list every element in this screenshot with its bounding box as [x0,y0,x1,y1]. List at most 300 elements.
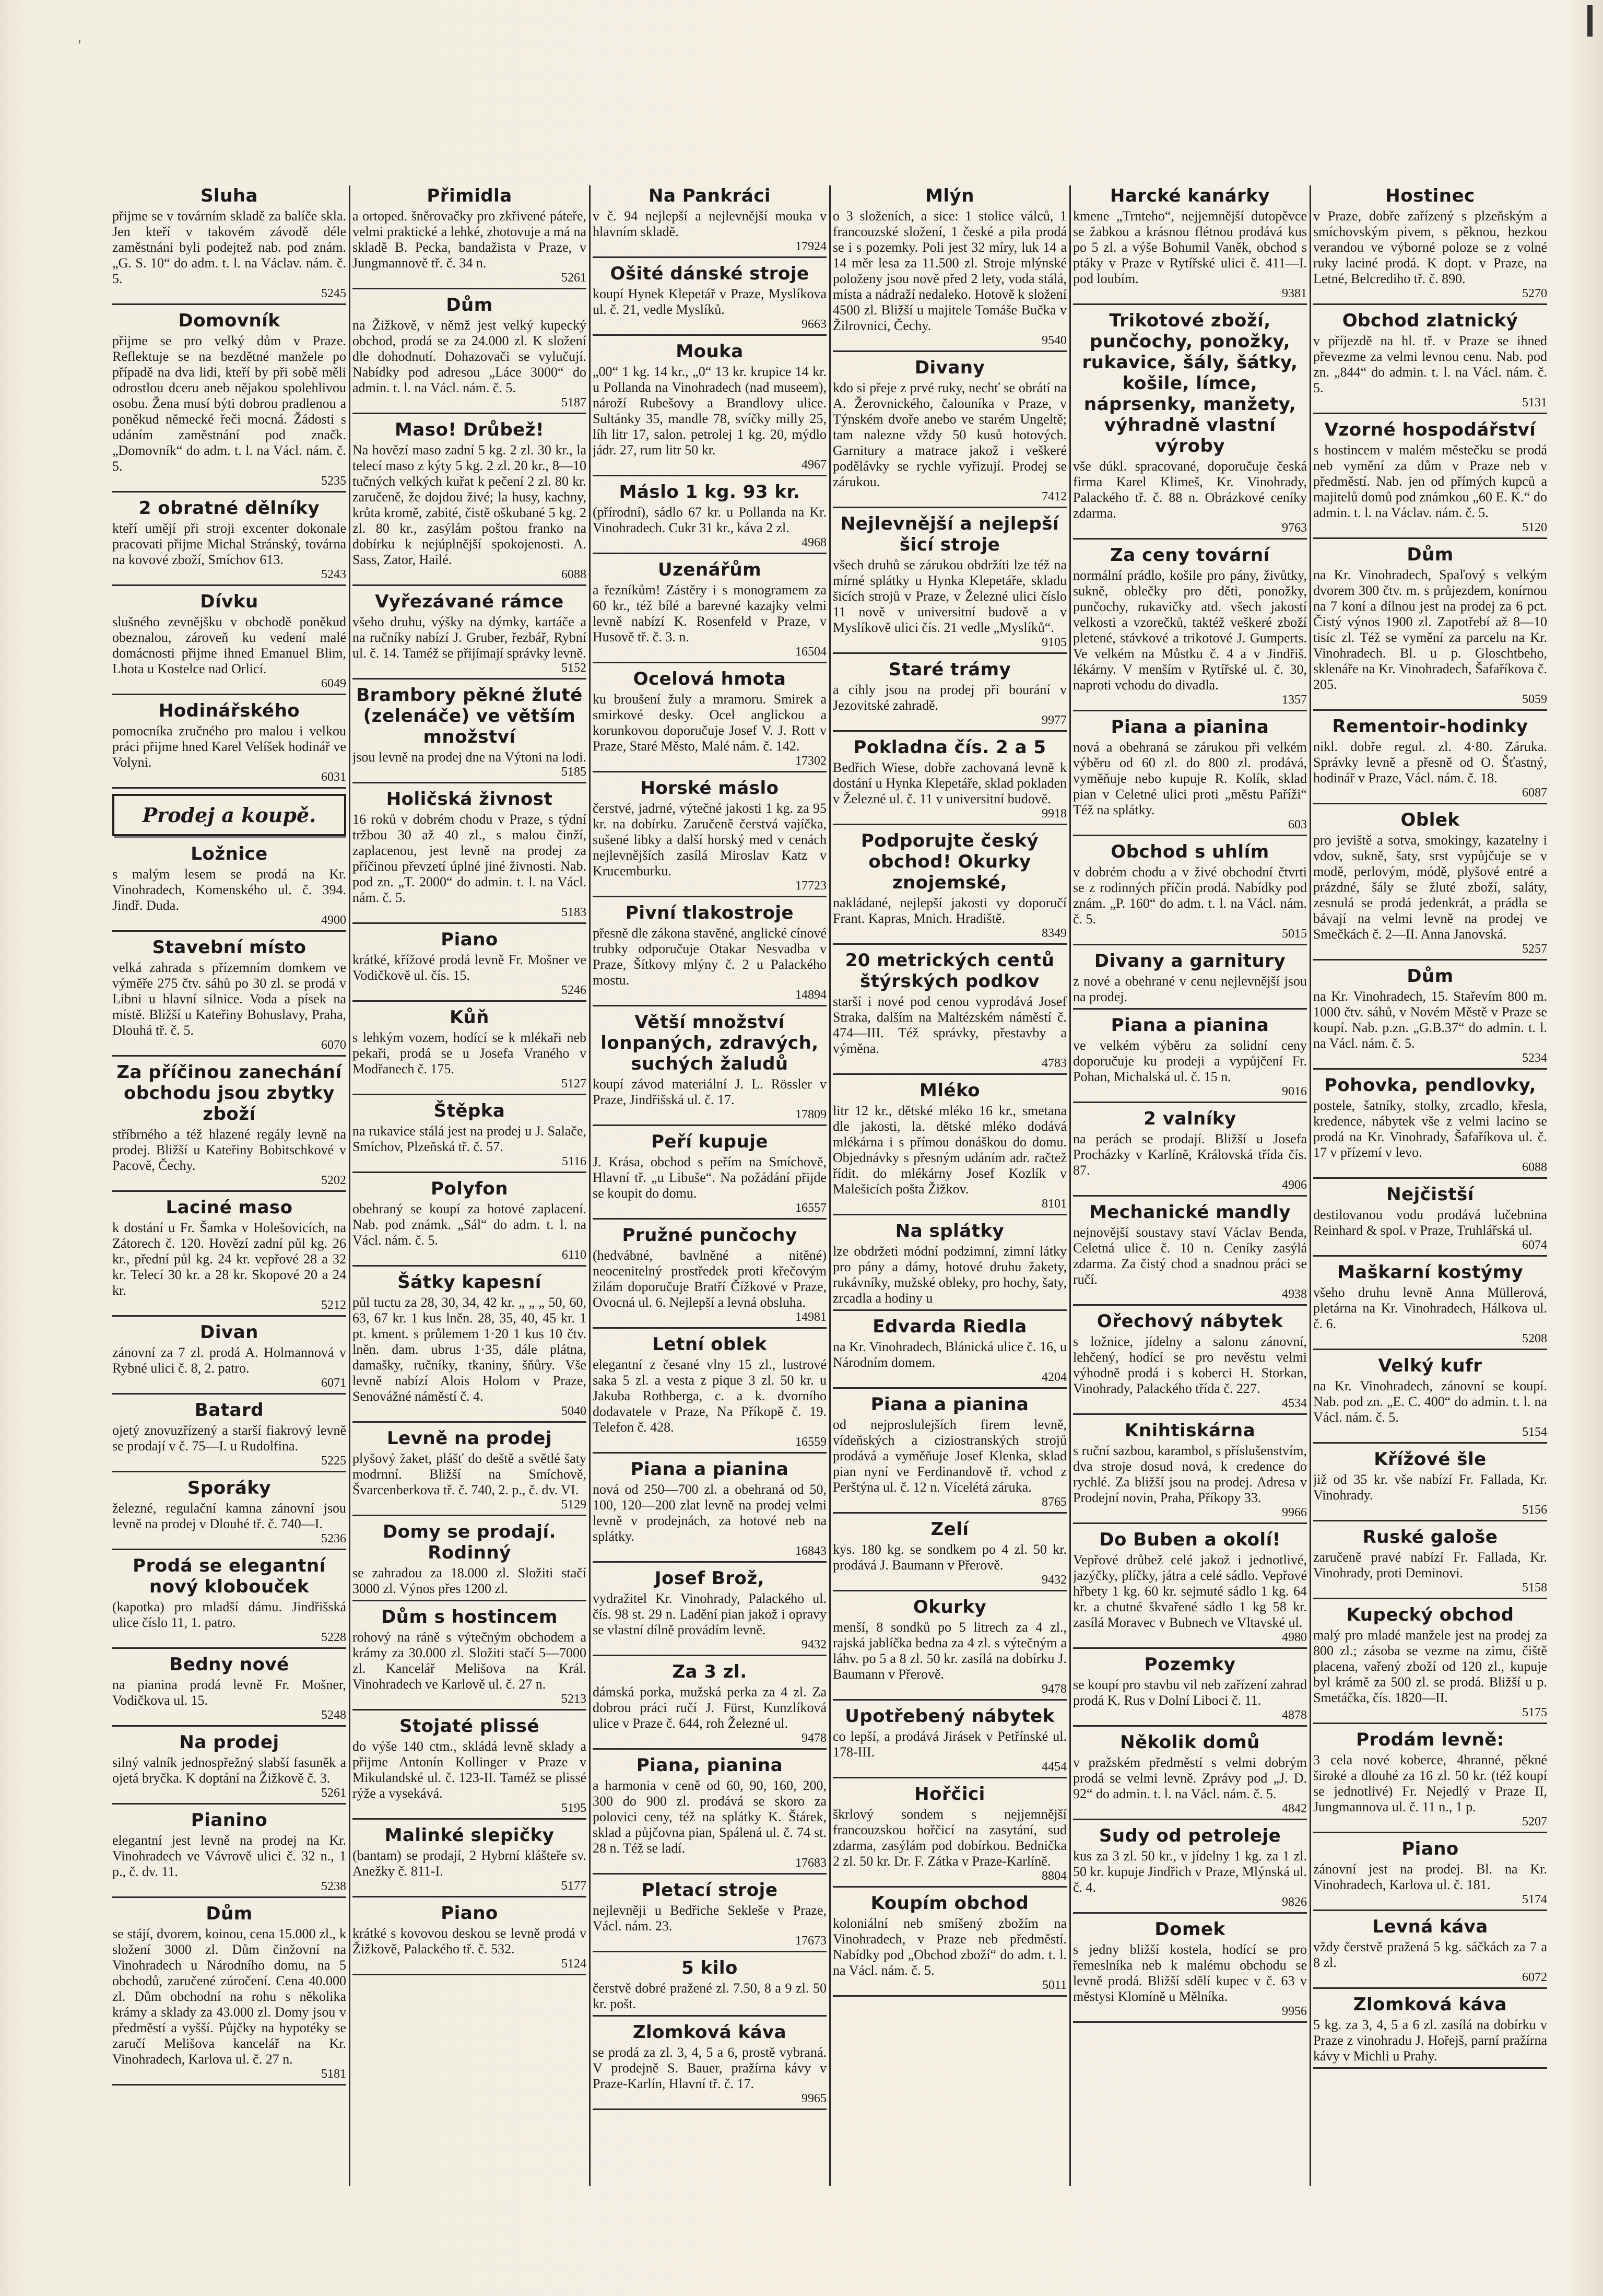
scan-edge-mark [1587,5,1593,37]
ad-number: 5158 [1522,1581,1547,1595]
classified-ad [1313,966,1547,1070]
ad-number: 16559 [795,1435,827,1449]
ad-number: 9381 [1282,287,1307,300]
ad-title: Za ceny tovární [1110,545,1270,566]
ad-title: Peří kupuje [651,1131,768,1152]
ad-body: přijme se v továrním skladě za balíče skla. Jen kteří v takovém závodě déle zaměstnáni byli podejtež nab. pod znám. „G. S. 10“ do adm. t. l. na Václav. nám. č. 5. [112,208,346,286]
classified-ad [112,498,346,586]
ad-body: na perách se prodají. Bližší u Josefa Procházky v Karlíně, Královská třída čís. 87. [1073,1131,1307,1178]
ad-body: kteří umějí při stroji excenter dokonale pracovati přijme Michal Stránský, továrna na kovové zboží, Smíchov 613. [112,521,346,567]
ad-separator [352,782,586,783]
ad-separator [593,1873,827,1875]
ad-title: Josef Brož, [654,1568,765,1589]
ad-separator [112,1471,346,1472]
classified-ad [833,950,1067,1075]
classified-ad [352,1521,586,1601]
ad-separator [833,1214,1067,1215]
ad-body: s ruční sazbou, karambol, s příslušenstvím, dva stroje dosud nová, k credence do rychlé. Za bližší jsou na prodej. Adresa v Prodejní novin, Praha, Příkopy 33. [1073,1443,1307,1505]
ad-title: Mechanické mandly [1089,1202,1291,1223]
ad-title: Maškarní kostýmy [1337,1262,1524,1283]
classified-ad [112,591,346,695]
ad-number: 5245 [321,287,346,300]
ad-title: Laciné maso [166,1197,293,1218]
classified-ad [352,295,586,414]
ad-number: 5257 [1522,942,1547,956]
ad-title: Do Buben a okolí! [1099,1529,1281,1550]
classified-ad [352,1178,586,1267]
ad-body: Bedřich Wiese, dobře zachovaná levně k dostání u Hynka Klepetáře, sklad pokladen v Železné ul. č. 11 v universitní budově. [833,760,1067,806]
ad-number: 5116 [561,1155,586,1168]
ad-title: Divany [914,357,985,378]
classified-ad [1313,185,1547,305]
ad-number: 5225 [321,1454,346,1468]
ad-number: 9956 [1282,2005,1307,2018]
ad-separator [1313,1520,1547,1521]
classified-ad [352,1903,586,1975]
ad-title: Přimidla [427,185,512,206]
ad-body: přijme se pro velký dům v Praze. Reflektuje se na bezdětné manžele po případě na dva lidi, kteří by při sobě měli odrostlou dceru aneb nějakou spolehlivou osobu. Žena musí býti dobrou pradlenou a poněkud německé řeči mocná. Žádosti s udáním zaměstnání pod značk. „Domovník“ do adm. t. l. na Václ. nám. č. 5. [112,333,346,474]
ad-body: vždy čerstvě pražená 5 kg. sáčkách za 7 a 8 zl. [1313,1939,1547,1970]
ad-body: postele, šatníky, stolky, zrcadlo, křesla, kredence, nábytek vše z velmi lacino se prodá na Kr. Vinohrady, Šafaříkova ul. č. 17 v přízemí v levo. [1313,1098,1547,1160]
ad-number: 5261 [561,271,586,285]
ad-number: 9105 [1042,636,1067,649]
ad-body: dámská porka, mužská perka za 4 zl. Za dobrou práci ručí J. Fürst, Kunzlíková ulice v Praze č. 644, roh Železné ul. [593,1684,827,1731]
ad-separator [112,694,346,695]
classified-ad [593,1880,827,1952]
classified-ad [1073,1108,1307,1197]
ad-title: Za příčinou zanechání obchodu jsou zbytky zboží [116,1062,342,1124]
ad-body: plyšový žaket, plášť do deště a světlé šaty modrnní. Bližší na Smíchově, Švarcenberkova tř. č. 740, 2. p., č. dv. VI. [352,1451,586,1497]
classified-ad [112,1478,346,1550]
ad-separator [352,1172,586,1173]
ad-separator [1073,1647,1307,1649]
ad-title: Dům [206,1903,253,1924]
classified-ad [352,685,586,783]
classified-ad [593,1012,827,1126]
ad-separator [352,584,586,586]
ad-title: Upotřebený nábytek [845,1706,1055,1727]
ad-body: v Praze, dobře zařízený s plzeňským a smíchovským pivem, s pěknou, hezkou verandou ve výborné poloze se z volné ruky laciné prodá. K dopt. v Praze, na Letné, Belcrediho tř. č. 890. [1313,208,1547,286]
ad-title: 2 obratné dělníky [138,498,320,519]
ad-title: Nejčistší [1386,1184,1474,1205]
ad-body: lze obdržeti módní podzimní, zimní látky pro pány a dámy, hotové druhu žakety, rukávníky, mužské obleky, pro hochy, šaty, zrcadla a hodiny u [833,1244,1067,1306]
ad-title: Podporujte český obchod! Okurky znojemské, [861,830,1039,893]
ad-title: Ruské galoše [1362,1527,1498,1548]
classified-ad [112,1732,346,1805]
ad-title: Horské máslo [640,778,779,799]
ad-number: 4534 [1282,1397,1307,1410]
ad-body: o 3 složeních, a sice: 1 stolice válců, 1 francouzské složení, 1 české a pila prodá se i s pozemky. Poli jest 32 míry, luk 14 a 14 měr lesa za 11.500 zl. Stroje mlýnské položeny jsou nově před 2 lety, voda stálá, místa a nádraží nedaleko. Hotově k složení 4500 zl. Bližší u majitele Tomáše Bučka v Žilrovnici, Čechy. [833,208,1067,333]
ad-separator [352,1709,586,1711]
ad-number: 9540 [1042,334,1067,347]
ad-number: 5248 [321,1708,346,1722]
ad-separator [593,2015,827,2017]
classified-ad [1313,1994,1547,2069]
ad-separator [593,1561,827,1563]
ad-title: Maso! Drůbež! [394,419,545,440]
classified-ad [352,1825,586,1897]
ad-number: 14981 [795,1310,827,1324]
classified-ad [1073,1825,1307,1914]
ad-body: a ortoped. šněrovačky pro zkřivené páteře, velmi praktické a lehké, zhotovuje a má na skladě B. Pecka, bandažista v Praze, v Jungmannově tř. č. 34 n. [352,208,586,271]
ad-body: s jedny bližší kostela, hodící se pro řemeslníka neb k malému obchodu se levně prodá. Bližší sdělí kupec v č. 63 v městysi Klomíně u Mělníka. [1073,1942,1307,2004]
classified-ad [1313,1838,1547,1911]
classified-ad [112,1555,346,1649]
classified-ad [1313,1184,1547,1257]
classified-ad [1313,1729,1547,1833]
ad-title: Dům [446,295,493,315]
ad-body: se prodá za zl. 3, 4, 5 a 6, prostě vybraná. V prodejně S. Bauer, pražírna kávy v Praze-Karlín, Hlavní tř. č. 17. [593,2045,827,2091]
ad-number: 4980 [1282,1631,1307,1644]
ad-body: krátké s kovovou deskou se levně prodá v Žižkově, Palackého tř. č. 532. [352,1926,586,1957]
ad-separator [352,678,586,680]
ad-number: 17302 [795,754,827,768]
ad-body: na Kr. Vinohradech, zánovní se koupí. Nab. pod zn. „E. C. 400“ do admin. t. l. na Václ. nám. č. 5. [1313,1378,1547,1425]
ad-title: Knihtiskárna [1124,1420,1256,1441]
ad-body: stříbrného a též hlazené regály levně na prodej. Bližší u Kateřiny Bobitschkové v Pacově, Čechy. [112,1127,346,1173]
classified-ad [1313,1355,1547,1444]
classified-ad [1073,545,1307,711]
ad-number: 6074 [1522,1238,1547,1252]
ad-body: 3 cela nové koberce, 4hranné, pěkné široké a dlouhé za 16 zl. 50 kr. (též koupí se jednotlivé) Fr. Nejedlý v Praze II, Jungmannova ul. č. 11 n., 1 p. [1313,1752,1547,1814]
ad-body: Na hovězí maso zadní 5 kg. 2 zl. 30 kr., la telecí maso z kýty 5 kg. 2 zl. 20 kr., 8—10 tučných velkých kuřat k pečení 2 zl. 80 kr. zaručeně, že dojdou živé; la husy, kachny, krůta kromě, zabité, čistě oškubané 5 kg. 2 zl. 80 kr., zasýlám poštou franko na dobírku k nejúplnější spokojenosti. A. Sass, Zator, Hailé. [352,442,586,567]
classified-ad [352,1007,586,1095]
ad-title: Hostinec [1385,185,1475,206]
ad-title: Pokladna čís. 2 a 5 [853,737,1046,758]
ad-number: 5243 [321,568,346,581]
column-1 [112,185,346,2186]
ad-number: 4842 [1282,1802,1307,1815]
ad-separator [593,771,827,772]
ad-body: (přírodní), sádlo 67 kr. u Pollanda na Kr. Vinohradech. Cukr 31 kr., káva 2 zl. [593,505,827,535]
ad-title: Pianino [191,1810,268,1831]
classified-ad [112,310,346,493]
ad-separator [1313,1987,1547,1989]
classified-ad [112,1810,346,1898]
ad-body: do výše 140 ctm., skládá levně sklady a přijme Antonín Kollinger v Praze v Mikulandské ul. č. 123-II. Taméž se plissé rýže a vysekává. [352,1739,586,1801]
ad-separator [112,930,346,932]
ad-title: Pletací stroje [641,1880,778,1901]
ad-separator [1073,1522,1307,1524]
ad-title: Kupecký obchod [1346,1604,1514,1625]
ad-title: Na splátky [895,1221,1005,1241]
ad-body: v dobrém chodu a v živé obchodní čtvrti se z rodinných příčin prodá. Nabídky pod znám. „P. 160“ do adm. t. l. na Václ. nám. č. 5. [1073,864,1307,927]
ad-title: Nejlevnější a nejlepší šicí stroje [840,513,1059,555]
ad-title: Stavební místo [152,937,307,958]
ad-body: od nejproslulejších firem levně, vídeňských a ciziostranských strojů prodává a vyměňuje Josef Klenka, sklad pian nyní ve Ferdinandově tř. vchod z Perštýna ul. č. 12 n. Vícelétá záruka. [833,1417,1067,1495]
ad-title: Sluha [201,185,258,206]
ad-title: Domovník [178,310,280,331]
ad-number: 5011 [1042,1978,1067,1992]
ad-body: nakládané, nejlepší jakosti vy doporučí Frant. Kapras, Mnich. Hradiště. [833,895,1067,926]
classified-ad [112,1654,346,1727]
ad-separator [352,1600,586,1601]
ad-separator [112,1549,346,1550]
ad-separator [1313,1442,1547,1444]
classified-ad [833,830,1067,945]
ad-number: 14894 [795,988,827,1002]
ad-title: Holičská živnost [386,789,553,810]
ad-number: 4900 [321,913,346,927]
ad-separator [1313,1598,1547,1599]
ad-title: Křížové šle [1374,1449,1487,1470]
ad-body: litr 12 kr., dětské mléko 16 kr., smetana dle jakosti, la. dětské mléko dodává mlékárna i s přímou donáškou do domu. Objednávky s přesným udáním adr. račtež řídit. do mlékárny Josef Kozlík v Malešicích pošta Žižkov. [833,1103,1067,1197]
ad-body: zánovní za 7 zl. prodá A. Holmannová v Rybné ulici č. 8, 2. patro. [112,1345,346,1376]
ad-separator [1073,1912,1307,1914]
classified-ad [352,1100,586,1173]
classified-ad [352,1272,586,1423]
ad-separator [833,652,1067,654]
classified-ad [593,1131,827,1220]
ad-separator [833,1309,1067,1311]
ad-number: 6049 [321,677,346,690]
classified-ad [1073,1202,1307,1306]
ad-body: všeho druhu, výšky na dýmky, kartáče a na ručníky nabízí J. Gruber, řezbář, Rybní ul. č. 14. Taméž se přijímají správky levně. [352,614,586,661]
ad-separator [833,824,1067,825]
ad-body: Vepřové drůbež celé jakož i jednotlivé, jazýčky, plíčky, játra a celé sádlo. Vepřové hřbety 1 kg. 60 kr. sejmuté sádlo 1 kg. 64 kr. a chutné škvařené sádlo 1 kg 58 kr. zasílá Moravec v Bubnech ve Vltavské ul. [1073,1552,1307,1630]
classified-ad [593,2022,827,2110]
ad-title: Ložnice [191,844,268,864]
ad-number: 9478 [802,1731,827,1745]
ad-separator [593,475,827,476]
classified-ad [593,341,827,476]
ad-body: vše dúkl. spracované, doporučuje česká firma Karel Klimeš, Kr. Vinohrady, Palackého tř. č. 88 n. Obrázkové ceníky zdarma. [1073,459,1307,521]
ad-separator [1073,1725,1307,1727]
ad-title: Piano [441,929,498,950]
ad-number: 5185 [561,765,586,779]
ad-separator [1073,1102,1307,1103]
ad-body: velká zahrada s přízemním domkem ve výměře 275 čtv. sáhů po 30 zl. se prodá v Libni u hlavní silnice. Voda a písek na místě. Bližší u Kateřiny Bohuslavy, Praha, Dlouhá tř. č. 5. [112,960,346,1038]
classified-ad [593,482,827,554]
ad-title: Piana a pianina [1111,1015,1269,1036]
ad-body: s lehkým vozem, hodící se k mlékaři neb pekaři, prodá se u Josefa Vraného v Modřanech č. 175. [352,1030,586,1076]
ad-body: nejlevněji u Bedřiche Sekleše v Praze, Václ. nám. 23. [593,1903,827,1934]
ad-body: na Kr. Vinohradech, Blánická ulice č. 16, u Národním domem. [833,1339,1067,1370]
ad-number: 9478 [1042,1682,1067,1696]
ad-title: Polyfon [431,1178,508,1199]
ad-body: (kapotka) pro mladší dámu. Jindřišská ulice číslo 11, 1. patro. [112,1599,346,1630]
ad-separator [1313,709,1547,711]
ad-number: 17673 [795,1934,827,1948]
ad-separator [1073,303,1307,305]
ad-title: Batard [194,1400,264,1421]
ad-number: 5156 [1522,1503,1547,1517]
ad-separator [833,1886,1067,1888]
ad-number: 9966 [1282,1506,1307,1519]
ad-title: Prodá se elegantní nový klobouček [133,1555,326,1597]
classified-ad [112,1322,346,1395]
ad-title: Mléko [919,1080,981,1101]
ad-separator [1313,413,1547,414]
classified-ad [112,1062,346,1192]
classified-ad [1313,1449,1547,1521]
ad-body: k dostání u Fr. Šamka v Holešovicích, na Zátorech č. 120. Hovězí zadní půl kg. 26 kr., přední půl kg. 24 kr. vepřové 28 a 32 kr. Telecí 30 kr. a 28 kr. Skopové 20 a 24 kr. [112,1220,346,1298]
ad-title: Sporáky [187,1478,272,1498]
classified-ad [352,1607,586,1711]
ad-number: 9965 [802,2092,827,2105]
ad-separator [833,730,1067,732]
ad-number: 6087 [1522,786,1547,800]
ad-title: Obchod s uhlím [1111,841,1269,862]
classified-ad [593,1661,827,1750]
ad-title: Piana, pianina [636,1755,783,1776]
ad-body: na Kr. Vinohradech, Spaľový s velkým dvorem 300 čtv. m. s průjezdem, konírnou na 7 koní a dílnou jest na prodej za 6 pct. Čistý výnos 1900 zl. Zapotřebí až 8—10 tisíc zl. Též se vymění za parcelu na Kr. Vinohradech. Bl. u p. Gloschtbeho, sklenáře na Kr. Vinohradech, Šafaříkova č. 205. [1313,567,1547,692]
ad-number: 5261 [321,1786,346,1800]
ad-title: Mouka [676,341,744,362]
ad-body: krátké, křížové prodá levně Fr. Mošner ve Vodičkově ul. čís. 15. [352,952,586,983]
classified-ad [1073,1015,1307,1103]
classified-ad [593,903,827,1006]
ad-number: 5174 [1522,1893,1547,1906]
ad-body: škrlový sondem s nejjemnější francouzskou hořčicí na zasytání, sud zdarma, zasýlám pod dobírkou. Bednička 2 zl. 50 kr. Dr. F. Zátka v Praze-Karlíně. [833,1807,1067,1869]
ad-title: Piano [1401,1838,1459,1859]
ad-title: Piana a pianina [1111,717,1269,737]
classified-ad [833,1706,1067,1778]
ad-separator [352,1515,586,1516]
classified-ad [352,789,586,924]
ad-title: Levná káva [1372,1916,1488,1937]
ad-body: koupí závod materiální J. L. Rössler v Praze, Jindřišská ul. č. 17. [593,1076,827,1107]
classified-ad [1073,1654,1307,1727]
ad-separator [112,1393,346,1395]
classified-ad [1313,544,1547,711]
classified-ad [833,659,1067,732]
ad-title: Piano [441,1903,498,1924]
ad-body: obehraný se koupí za hotové zaplacení. Nab. pod známk. „Sál“ do adm. t. l. na Václ. nám. č. 5. [352,1201,586,1248]
classified-ad [833,1784,1067,1888]
classified-ad [833,737,1067,825]
ad-separator [833,507,1067,508]
ad-body: kdo si přeje z prvé ruky, nechť se obrátí na A. Žerovnického, čalouníka v Praze, v Týnském dvoře anebo ve starém Ungeltě; tam nalezne vždy 50 kusů hotových. Garnitury a matrace jakož i veškeré podělávky se rychle vyřizují. Prodej se zárukou. [833,380,1067,489]
ad-number: 4938 [1282,1287,1307,1301]
ad-number: 5202 [321,1174,346,1187]
classified-ad [1073,951,1307,1010]
ad-body: slušného zevnějšku v obchodě poněkud obeznalou, zároveň ku vedení malé domácnosti přijme ihned Emanuel Blim, Lhota u Kostelce nad Orlicí. [112,614,346,676]
ad-separator [1313,959,1547,960]
classified-ad [1073,1420,1307,1524]
classified-ad [833,1394,1067,1514]
classified-ad [112,700,346,789]
ad-separator [112,1315,346,1317]
ad-title: Letní oblek [652,1334,767,1355]
ad-number: 9826 [1282,1895,1307,1909]
ad-title: Okurky [913,1597,987,1618]
ad-title: Domek [1154,1919,1225,1940]
ad-title: Piana a pianina [870,1394,1029,1415]
ad-body: (hedvábné, bavlněné a nitěné) neocenitelný prostředek proti křečovým žilám doporučuje Bratří Čížkové v Praze, Ovocná ul. 6. Nejlepší a levná obsluha. [593,1248,827,1310]
ad-body: starší i nové pod cenou vyprodává Josef Straka, dalším na Maltézském náměstí č. 474—III. Též správky, přestavby a výměna. [833,994,1067,1056]
classified-ad [1313,810,1547,960]
ad-title: Edvarda Riedla [873,1316,1027,1337]
ad-title: Máslo 1 kg. 93 kr. [619,482,800,502]
ad-number: 5234 [1522,1051,1547,1065]
ad-number: 6070 [321,1038,346,1052]
ad-number: 5183 [561,906,586,919]
ad-number: 8101 [1042,1197,1067,1211]
ad-title: Několik domů [1120,1732,1260,1753]
ad-title: Šátky kapesní [397,1272,541,1293]
ad-separator [593,1748,827,1750]
ad-title: Staré trámy [888,659,1011,680]
ad-separator [593,256,827,258]
ad-number: 9663 [802,318,827,331]
column-6 [1313,185,1547,2186]
ad-title: Hořčici [914,1784,985,1805]
ad-body: se koupí pro stavbu vil neb zařízení zahrad prodá K. Rus v Dolní Liboci č. 11. [1073,1677,1307,1708]
ad-body: v pražském předměstí s velmi dobrým prodá se velmi levně. Zprávy pod „J. D. 92“ do admin. t. l. na Václ. nám. č. 5. [1073,1755,1307,1801]
ad-body: 5 kg. za 3, 4, 5 a 6 zl. zasílá na dobírku v Praze z vinohradu J. Hořejš, parní pražírna kávy v Michli u Prahy. [1313,2017,1547,2064]
ad-separator [1073,1195,1307,1197]
classified-ad [593,669,827,772]
ad-separator [593,1327,827,1329]
ad-separator [593,896,827,897]
classified-ad [593,1568,827,1656]
ad-title: 20 metrických centů štýrských podkov [845,950,1055,992]
classified-ad [1313,1916,1547,1989]
classified-ad [1313,310,1547,414]
classified-ad [593,1225,827,1329]
ad-body: v příjezdě na hl. tř. v Praze se ihned převezme za velmi levnou cenu. Nab. pod zn. „844“ do admin. t. l. na Václ. nám. č. 5. [1313,333,1547,395]
ad-separator [593,1005,827,1006]
ad-body: nejnovější soustavy staví Václav Benda, Celetná ulice č. 10 n. Ceníky zasýlá zdarma. Za čistý chod a snadnou práci se ručí. [1073,1225,1307,1287]
ad-separator [1313,303,1547,305]
ad-number: 9432 [1042,1573,1067,1587]
ad-separator [833,1777,1067,1778]
ad-body: všech druhů se zárukou obdržíti lze též na mírné splátky u Hynka Klepetáře, skladu šicích strojů v Praze, v Železné ulici číslo 11 nově v universitní budově a v Myslíkově ulici čís. 21 vedle „Myslíků“. [833,557,1067,635]
ad-body: s ložnice, jídelny a salonu zánovní, lehčený, hodící se pro nevěstu velmi výhodně prodá i s koberci H. Storkan, Vinohrady, Palackého třída č. 227. [1073,1334,1307,1396]
page-corner-mark: ' [78,38,81,54]
classified-ad [1313,716,1547,804]
column-4 [833,185,1067,2186]
ad-title: Ocelová hmota [633,669,786,689]
ad-number: 5195 [561,1801,586,1815]
ad-body: koloniální neb smíšený zbožím na Vinohradech, v Praze neb předměstí. Nabídky pod „Obchod zboží“ do adm. t. l. na Václ. nám. č. 5. [833,1916,1067,1978]
ad-separator [352,288,586,289]
ad-separator [352,1094,586,1095]
ad-separator [1313,1349,1547,1350]
ad-separator [593,334,827,336]
ad-separator [833,1590,1067,1591]
column-5 [1073,185,1307,2186]
classified-ad [1073,1919,1307,2023]
ad-number: 4967 [802,458,827,472]
ad-number: 9977 [1042,713,1067,727]
ad-number: 5212 [321,1298,346,1312]
ad-body: z nové a obehrané v cenu nejlevnější jsou na prodej. [1073,974,1307,1004]
ad-title: 2 valníky [1144,1108,1236,1129]
ad-separator [1073,944,1307,945]
ad-body: zánovní jest na prodej. Bl. na Kr. Vinohradech, Karlova ul. č. 181. [1313,1861,1547,1892]
ad-body: půl tuctu za 28, 30, 34, 42 kr. „ „ „ 50, 60, 63, 67 kr. 1 kus lněn. 28, 35, 40, 45 kr. 1 pt. kment. s průlemem 1·20 1 kus 10 čtv. lněn. dam. ubrus 1·35, dále plátna, damašky, ručníky, tkaniny, šňůry. Vše levně nabízí Alois Holom v Praze, Senovážné náměstí č. 4. [352,1295,586,1404]
ad-number: 6110 [561,1248,586,1262]
ad-body: vydražitel Kr. Vinohrady, Palackého ul. čís. 98 st. 29 n. Ladění pian jakož i opravy se vlastní dílně provádím levně. [593,1591,827,1637]
ad-separator [1313,2067,1547,2069]
ad-title: Zlomková káva [632,2022,787,2043]
ad-number: 5181 [321,2067,346,2081]
ad-body: ojetý znovuzřízený a starší fiakrový levně se prodají v č. 75—I. u Rudolfina. [112,1423,346,1454]
ad-body: (bantam) se prodají, 2 Hybrní klášteře sv. Anežky č. 811-I. [352,1848,586,1879]
ad-separator [593,1951,827,1952]
ad-title: Pružné punčochy [622,1225,797,1246]
ad-number: 8804 [1042,1869,1067,1883]
ad-number: 17723 [795,879,827,893]
ad-separator [1313,1910,1547,1911]
ad-body: destilovanou vodu prodává lučebnina Reinhard & spol. v Praze, Truhlářská ul. [1313,1207,1547,1238]
ad-body: koupí Hynek Klepetář v Praze, Myslíkova ul. č. 21, vedle Myslíků. [593,286,827,317]
ad-title: Uzenářům [657,559,761,580]
ad-body: nikl. dobře regul. zl. 4·80. Záruka. Správky levně a přesně od O. Šťastný, hodinář v Praze, Václ. nám. č. 18. [1313,739,1547,786]
ad-body: a řezníkům! Zástěry i s monogramem za 60 kr., též bílé a barevné kazajky velmi levně nabízí K. Rosenfeld v Praze, v Husově tř. č. 3. n. [593,582,827,645]
